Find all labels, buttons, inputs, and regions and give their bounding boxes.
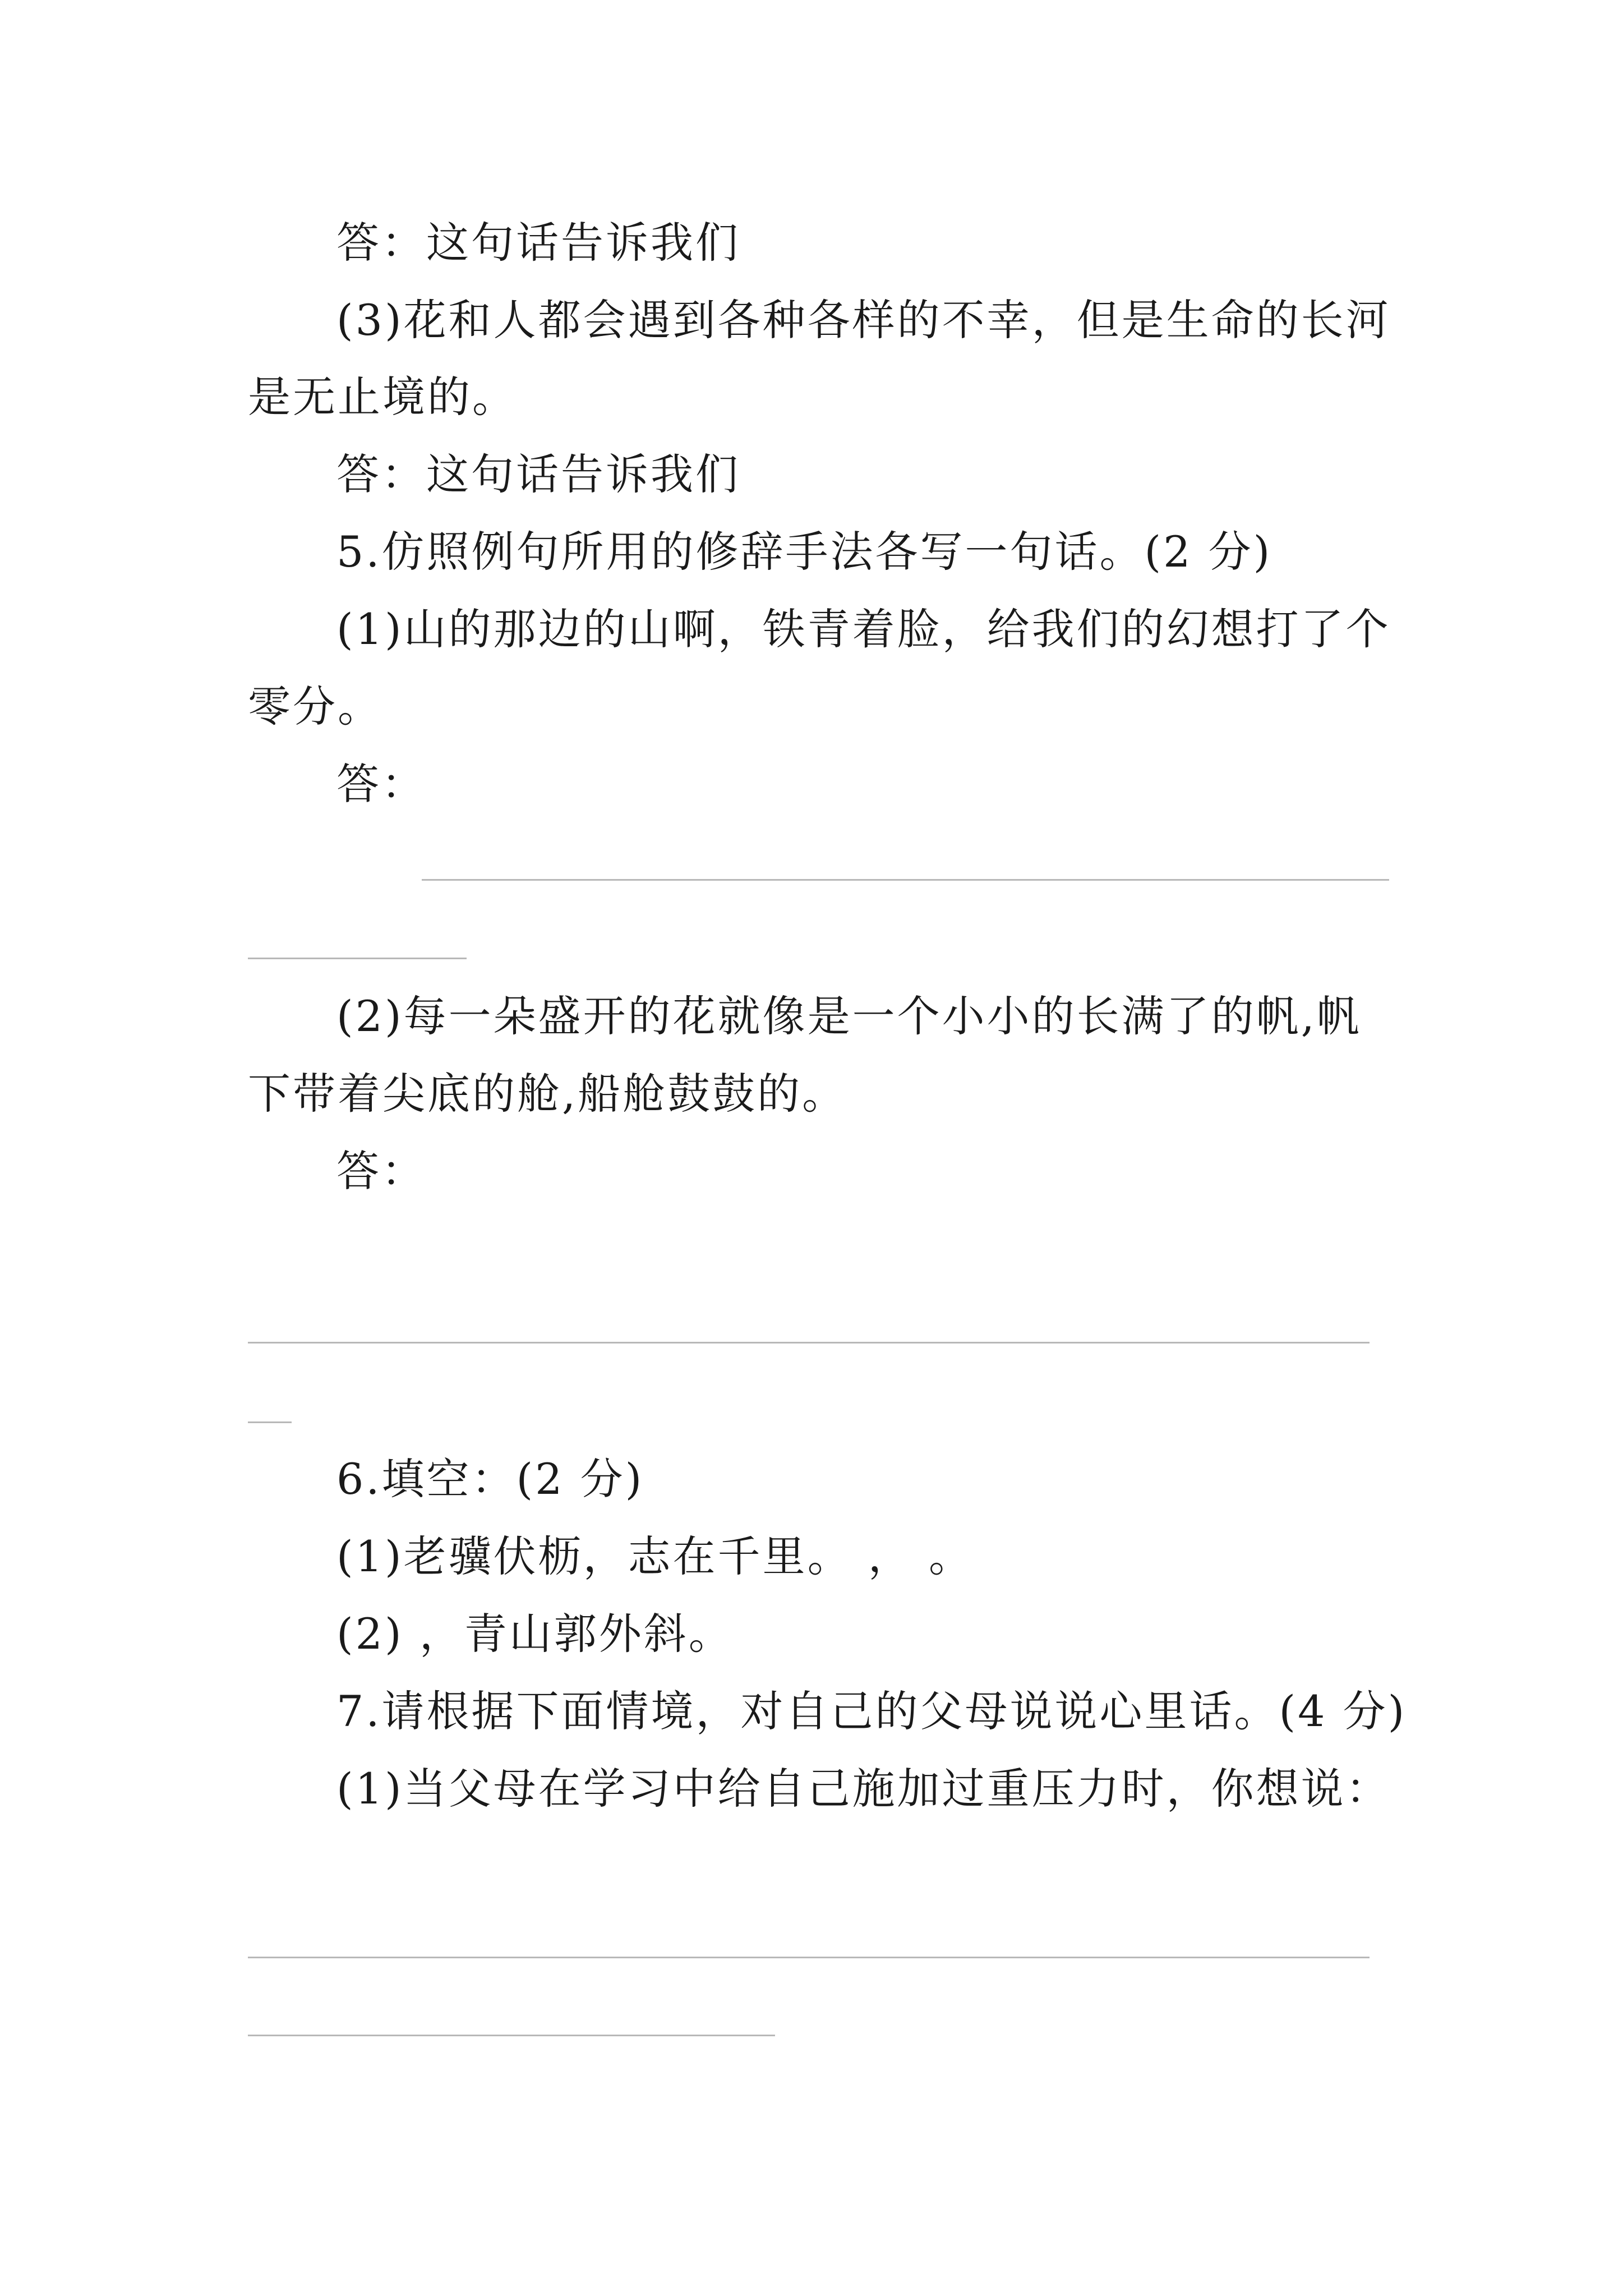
answer-blank-rule bbox=[248, 1421, 292, 1423]
question-5-2-continued: 下带着尖底的舱,船舱鼓鼓的。 bbox=[248, 1069, 847, 1119]
question-4-3-continued: 是无止境的。 bbox=[248, 372, 517, 422]
question-5-1: (1)山的那边的山啊，铁青着脸，给我们的幻想打了个 bbox=[336, 604, 1391, 654]
question-6-1: (1)老骥伏枥，志在千里。 ， 。 bbox=[336, 1531, 974, 1581]
question-6-heading: 6.填空：(2 分) bbox=[336, 1454, 644, 1504]
answer-blank-rule bbox=[422, 879, 1389, 881]
answer-blank-rule bbox=[248, 958, 467, 959]
answer-label-5-2: 答： bbox=[336, 1146, 426, 1196]
question-5-1-continued: 零分。 bbox=[248, 682, 382, 731]
question-4-3: (3)花和人都会遇到各种各样的不幸，但是生命的长河 bbox=[336, 295, 1391, 345]
question-7-heading: 7.请根据下面情境，对自己的父母说说心里话。(4 分) bbox=[336, 1686, 1407, 1736]
question-7-1: (1)当父母在学习中给自己施加过重压力时，你想说： bbox=[336, 1764, 1391, 1814]
question-6-2: (2) ，青山郭外斜。 bbox=[336, 1609, 734, 1659]
answer-blank-rule bbox=[248, 2035, 775, 2036]
answer-label-5-1: 答： bbox=[336, 759, 426, 809]
question-5-heading: 5.仿照例句所用的修辞手法各写一句话。(2 分) bbox=[336, 527, 1272, 577]
answer-line-3-2: 答：这句话告诉我们 bbox=[336, 218, 740, 268]
answer-blank-rule bbox=[248, 1342, 1370, 1343]
question-5-2: (2)每一朵盛开的花就像是一个小小的长满了的帆,帆 bbox=[336, 991, 1362, 1041]
answer-blank-rule bbox=[248, 1957, 1370, 1958]
answer-line-4-3: 答：这句话告诉我们 bbox=[336, 449, 740, 499]
